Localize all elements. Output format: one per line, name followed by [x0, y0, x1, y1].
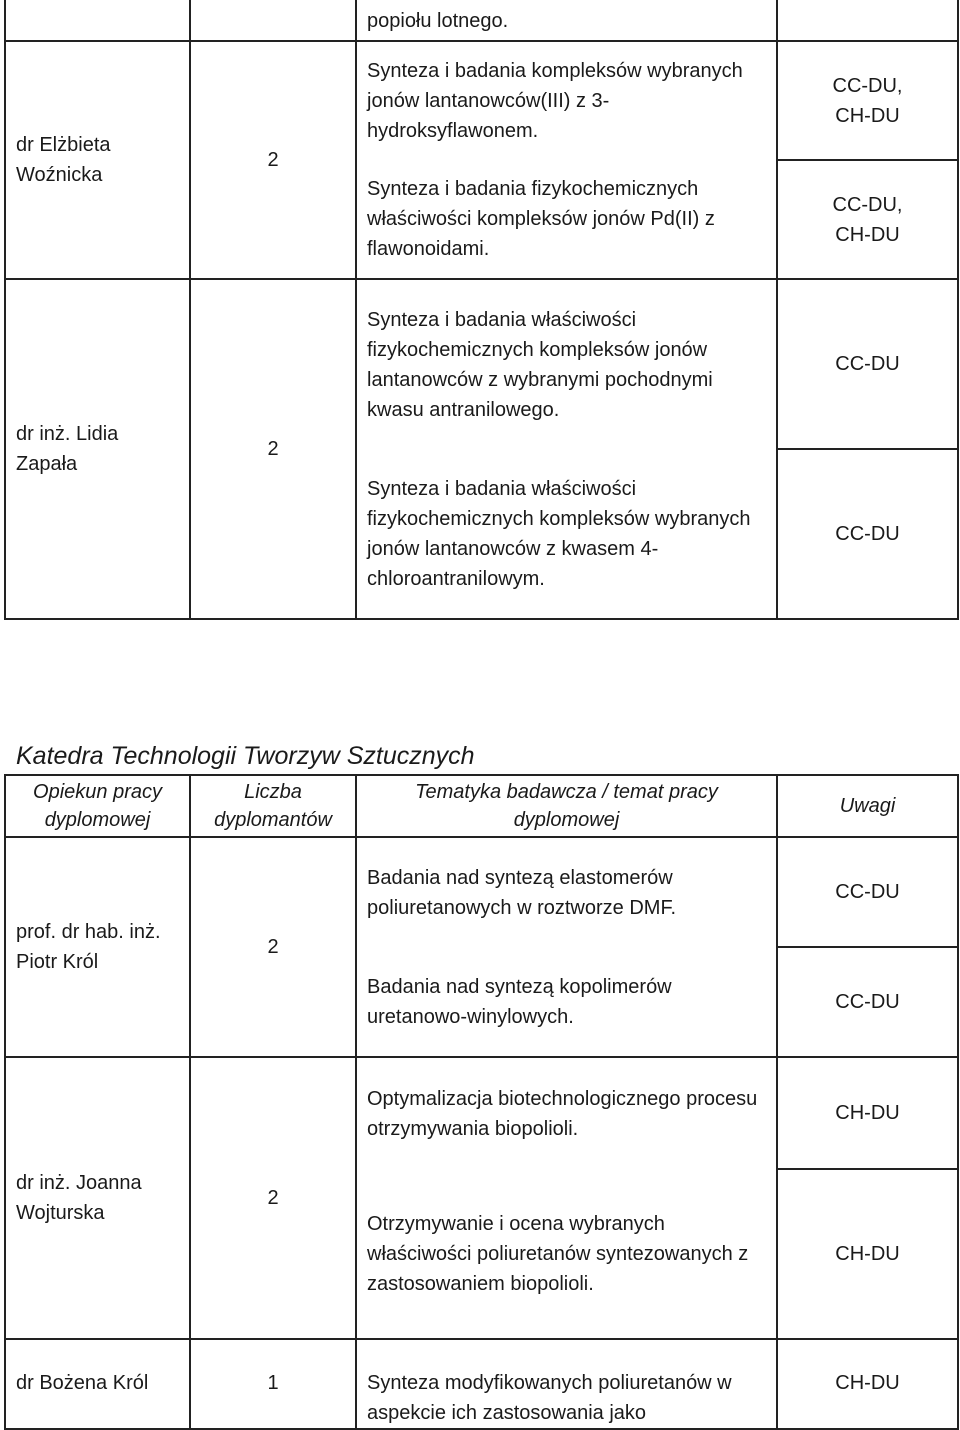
supervisor-cell: dr Elżbieta Woźnicka: [5, 41, 190, 279]
topic-cell: Synteza i badania fizykochemicznych właściwości kompleksów jonów Pd(II) z flawonoidami.: [356, 160, 777, 279]
notes-cell: CC-DU: [777, 947, 958, 1057]
table-row: [5, 279, 958, 449]
topic-cell: Synteza i badania kompleksów wybranych jonów lantanowców(III) z 3-hydroksyflawonem.: [356, 41, 777, 160]
topic-cell: Synteza modyfikowanych poliuretanów w aspekcie ich zastosowania jako: [356, 1339, 777, 1429]
count-cell: 2: [190, 279, 356, 619]
topic-cell: Optymalizacja biotechnologicznego procesu otrzymywania biopolioli.: [356, 1057, 777, 1169]
count-cell: 1: [190, 1339, 356, 1429]
table-row: [5, 41, 958, 160]
notes-cell: [777, 0, 958, 41]
topic-cell: popiołu lotnego.: [356, 0, 777, 41]
topic-cell: Badania nad syntezą elastomerów poliuretanowych w roztworze DMF.: [356, 837, 777, 947]
topic-cell: Badania nad syntezą kopolimerów uretanowo-winylowych.: [356, 947, 777, 1057]
supervisor-cell: dr inż. Joanna Wojturska: [5, 1057, 190, 1339]
thesis-table-continued: [4, 0, 959, 620]
table-row: [5, 837, 958, 947]
notes-cell: CH-DU: [777, 1339, 958, 1429]
notes-cell: CC-DU, CH-DU: [777, 160, 958, 279]
count-cell: 2: [190, 1057, 356, 1339]
supervisor-cell: prof. dr hab. inż. Piotr Król: [5, 837, 190, 1057]
notes-cell: CC-DU: [777, 279, 958, 449]
header-supervisor: Opiekun pracy dyplomowej: [5, 775, 190, 837]
supervisor-cell: dr inż. Lidia Zapała: [5, 279, 190, 619]
count-cell: 2: [190, 41, 356, 279]
table-row: [5, 0, 958, 41]
notes-cell: CH-DU: [777, 1057, 958, 1169]
notes-cell: CC-DU: [777, 837, 958, 947]
header-count: Liczba dyplomantów: [190, 775, 356, 837]
notes-cell: CC-DU: [777, 449, 958, 619]
count-cell: [190, 0, 356, 41]
topic-cell: Synteza i badania właściwości fizykochemicznych kompleksów jonów lantanowców z wybranymi pochodnymi kwasu antranilowego.: [356, 279, 777, 449]
section-title: Katedra Technologii Tworzyw Sztucznych: [16, 742, 475, 770]
supervisor-cell: dr Bożena Król: [5, 1339, 190, 1429]
thesis-table: [4, 774, 959, 1430]
table-row: [5, 1057, 958, 1169]
topic-cell: Otrzymywanie i ocena wybranych właściwości poliuretanów syntezowanych z zastosowaniem biopolioli.: [356, 1169, 777, 1339]
topic-cell: Synteza i badania właściwości fizykochemicznych kompleksów wybranych jonów lantanowców z kwasem 4-chloroantranilowym.: [356, 449, 777, 619]
count-cell: 2: [190, 837, 356, 1057]
notes-cell: CC-DU, CH-DU: [777, 41, 958, 160]
notes-cell: CH-DU: [777, 1169, 958, 1339]
header-notes: Uwagi: [777, 775, 958, 837]
table-row: [5, 1339, 958, 1429]
table-header-row: [5, 775, 958, 837]
supervisor-cell: [5, 0, 190, 41]
header-topic: Tematyka badawcza / temat pracy dyplomowej: [356, 775, 777, 837]
